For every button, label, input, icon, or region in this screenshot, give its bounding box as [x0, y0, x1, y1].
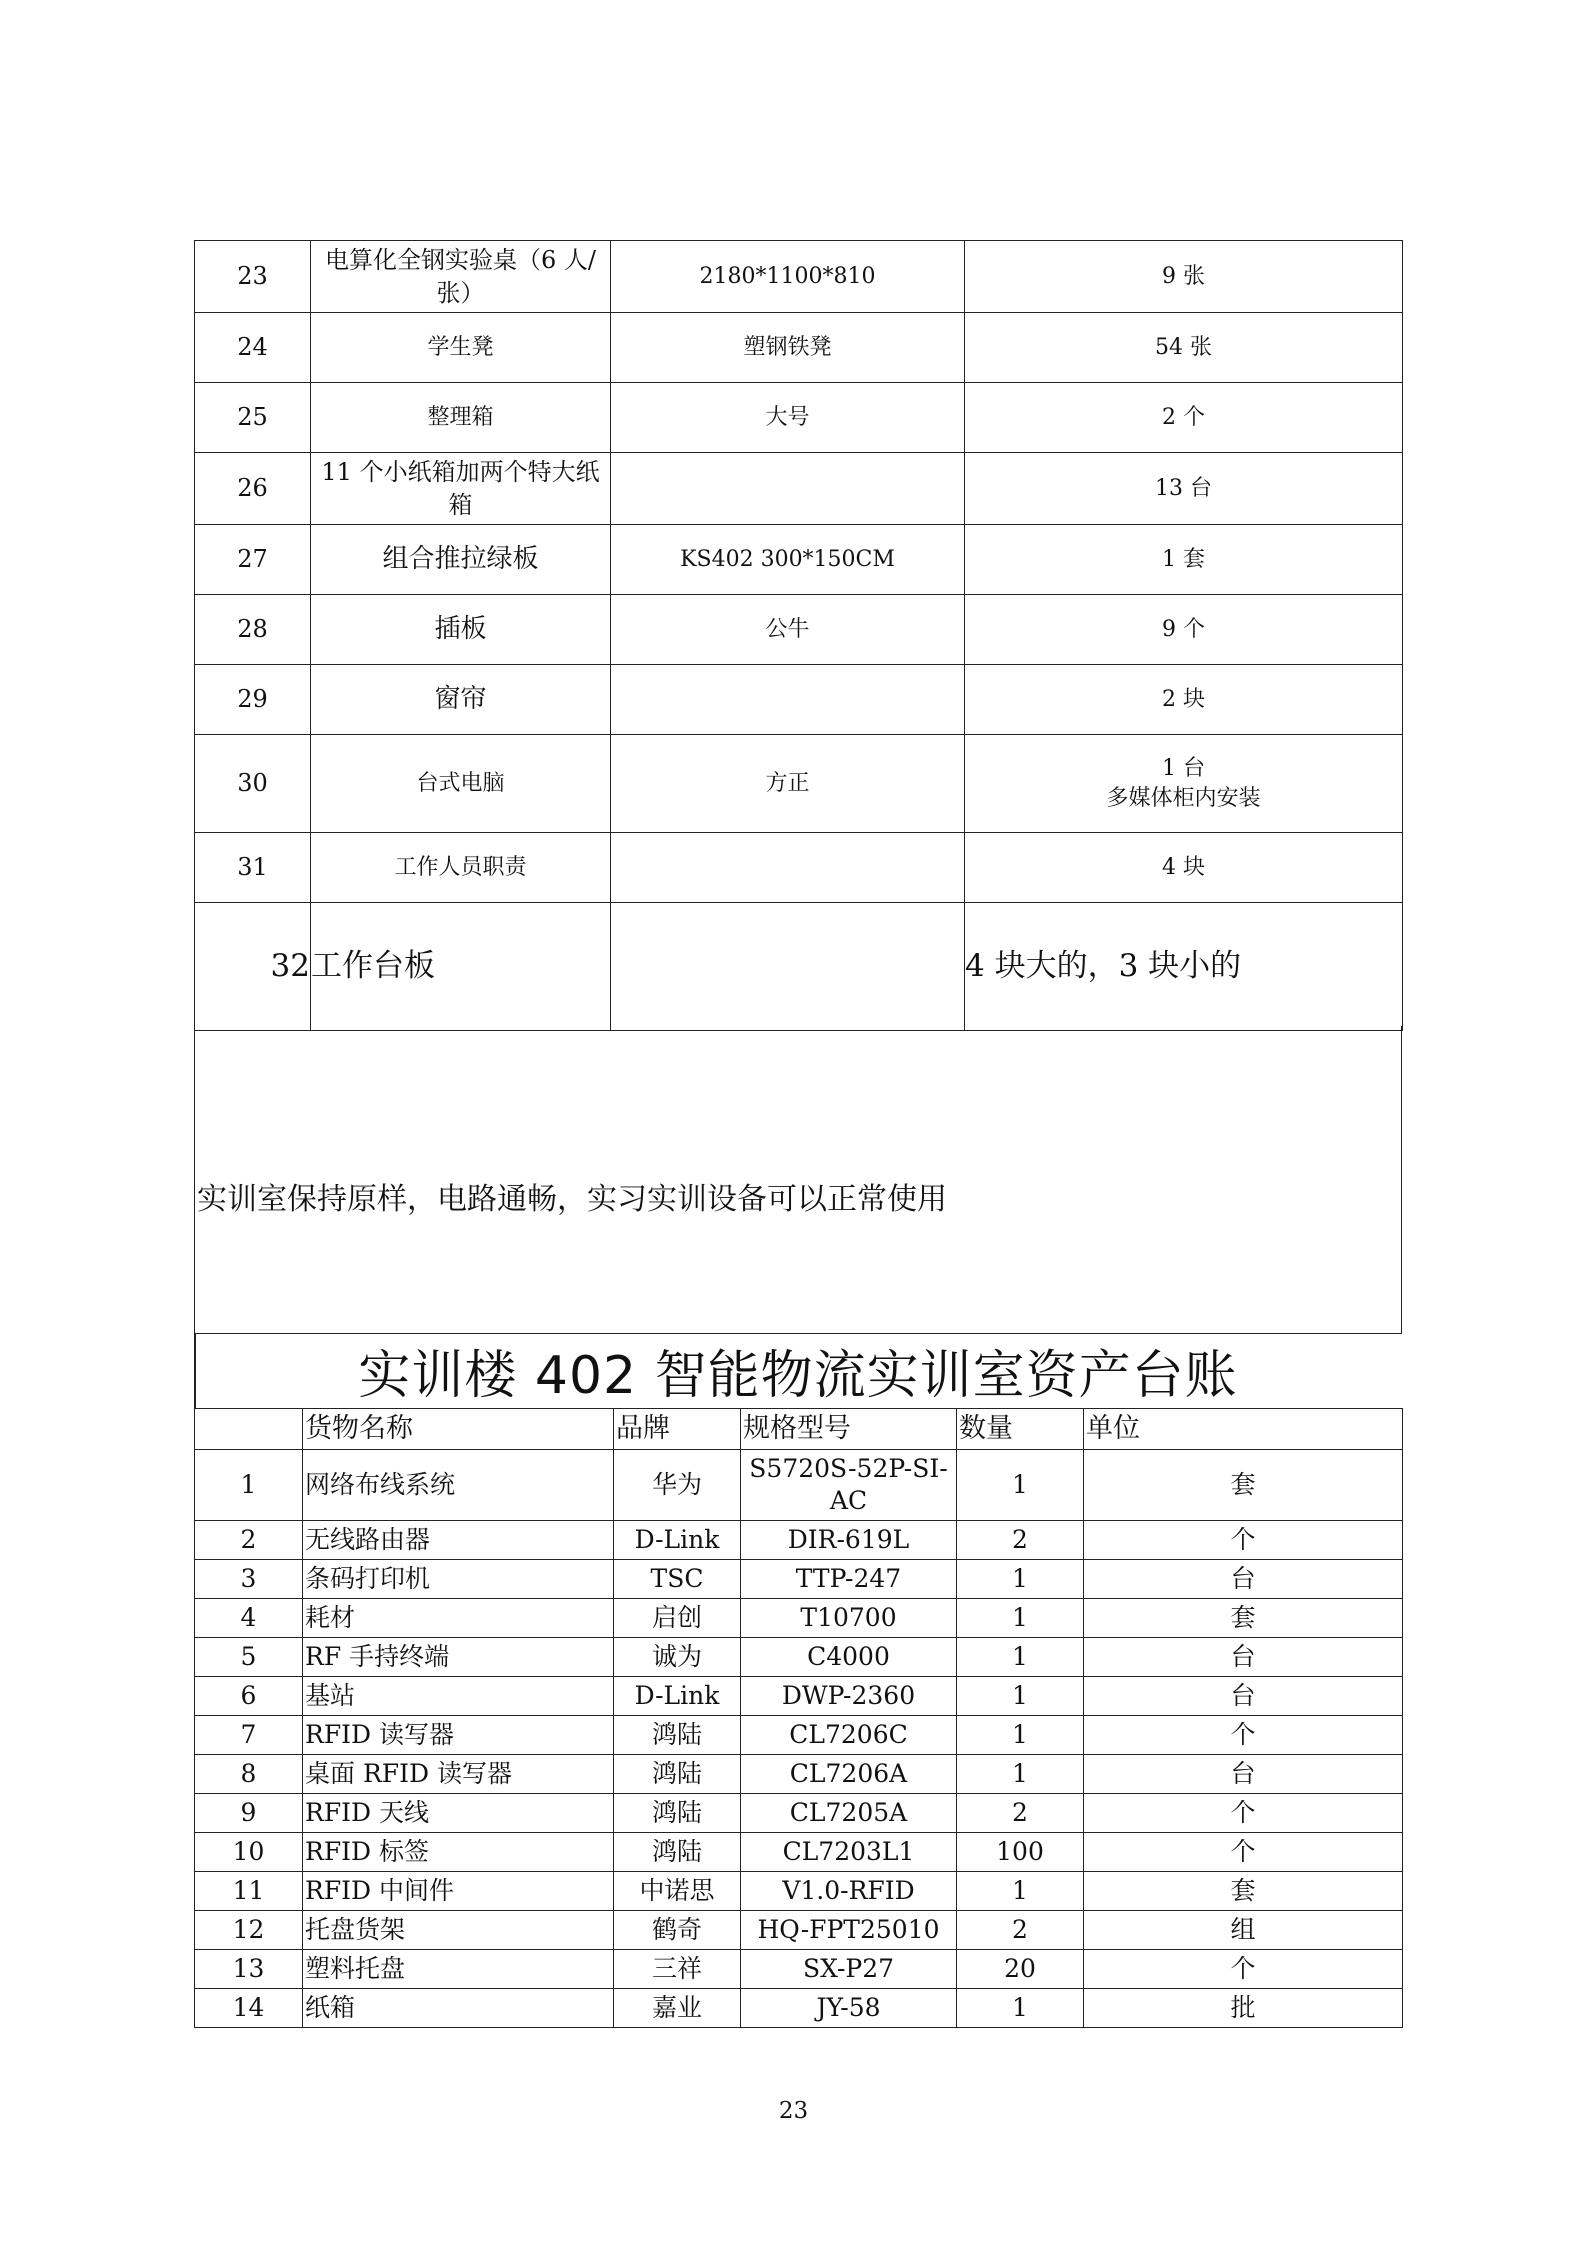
table-row	[195, 833, 1403, 903]
unit-cell: 个	[1084, 1716, 1403, 1755]
table-row	[195, 1599, 1403, 1638]
spec-cell: 方正	[611, 735, 965, 833]
table-row	[195, 241, 1403, 313]
row-number-cell: 7	[195, 1716, 303, 1755]
item-name-cell: 无线路由器	[303, 1521, 614, 1560]
note-text: 实训室保持原样，电路通畅，实习实训设备可以正常使用	[197, 1182, 947, 1217]
model-cell: DIR-619L	[741, 1521, 957, 1560]
row-number-cell: 28	[195, 595, 311, 665]
equipment-table-continued	[194, 240, 1403, 1031]
spec-cell: 塑钢铁凳	[611, 313, 965, 383]
quantity-value: 4 块大的，3 块小的	[965, 947, 1242, 984]
table-row	[195, 1638, 1403, 1677]
quantity-cell: 1	[957, 1638, 1084, 1677]
row-number-cell: 29	[195, 665, 311, 735]
table-row	[195, 1833, 1403, 1872]
unit-cell: 个	[1084, 1794, 1403, 1833]
item-name-cell: RFID 标签	[303, 1833, 614, 1872]
row-number-cell: 9	[195, 1794, 303, 1833]
column-header: 规格型号	[741, 1409, 957, 1450]
spec-cell	[611, 453, 965, 525]
item-name-cell: 网络布线系统	[303, 1450, 614, 1521]
row-number-cell: 24	[195, 313, 311, 383]
item-name-cell: RFID 读写器	[303, 1716, 614, 1755]
row-number-cell: 14	[195, 1989, 303, 2028]
model-cell: S5720S-52P-SI-AC	[741, 1450, 957, 1521]
quantity-value: 4 块	[1162, 854, 1205, 880]
quantity-cell: 1	[957, 1989, 1084, 2028]
column-header	[195, 1409, 303, 1450]
model-cell: TTP-247	[741, 1560, 957, 1599]
table-row	[195, 1755, 1403, 1794]
table-row	[195, 903, 1403, 1031]
table-row	[195, 313, 1403, 383]
quantity-cell: 100	[957, 1833, 1084, 1872]
table-row	[195, 735, 1403, 833]
unit-cell: 台	[1084, 1755, 1403, 1794]
item-name-cell: 托盘货架	[303, 1911, 614, 1950]
table-row	[195, 453, 1403, 525]
item-name-cell: 电算化全钢实验桌（6 人/张）	[311, 241, 611, 313]
quantity-value: 54 张	[1155, 334, 1212, 360]
brand-cell: 诚为	[614, 1638, 741, 1677]
model-cell: CL7206A	[741, 1755, 957, 1794]
model-cell: JY-58	[741, 1989, 957, 2028]
item-name-cell: 塑料托盘	[303, 1950, 614, 1989]
item-name-cell: RF 手持终端	[303, 1638, 614, 1677]
table-row	[195, 1911, 1403, 1950]
item-name-cell: RFID 中间件	[303, 1872, 614, 1911]
item-name-cell: 台式电脑	[311, 735, 611, 833]
item-name-cell: 窗帘	[311, 665, 611, 735]
row-number-cell: 23	[195, 241, 311, 313]
unit-cell: 套	[1084, 1599, 1403, 1638]
item-name-cell: 工作台板	[311, 903, 611, 1031]
item-name-cell: 工作人员职责	[311, 833, 611, 903]
row-number-cell: 2	[195, 1521, 303, 1560]
row-number-cell: 31	[195, 833, 311, 903]
table-row	[195, 1872, 1403, 1911]
item-name-cell: 条码打印机	[303, 1560, 614, 1599]
unit-cell: 个	[1084, 1833, 1403, 1872]
quantity-cell	[965, 665, 1403, 735]
brand-cell: 嘉业	[614, 1989, 741, 2028]
unit-cell: 台	[1084, 1560, 1403, 1599]
quantity-cell	[965, 735, 1403, 833]
brand-cell: D-Link	[614, 1521, 741, 1560]
row-number-cell: 6	[195, 1677, 303, 1716]
quantity-cell: 1	[957, 1716, 1084, 1755]
brand-cell: 鸿陆	[614, 1833, 741, 1872]
quantity-value: 2 个	[1162, 404, 1205, 430]
table-row	[195, 665, 1403, 735]
quantity-cell: 2	[957, 1911, 1084, 1950]
unit-cell: 台	[1084, 1677, 1403, 1716]
table-row	[195, 1794, 1403, 1833]
row-number-cell: 5	[195, 1638, 303, 1677]
spec-cell	[611, 665, 965, 735]
quantity-cell: 1	[957, 1677, 1084, 1716]
table-row	[195, 1950, 1403, 1989]
brand-cell: 三祥	[614, 1950, 741, 1989]
spec-cell: 2180*1100*810	[611, 241, 965, 313]
column-header: 货物名称	[303, 1409, 614, 1450]
page-number: 23	[778, 2098, 809, 2124]
spec-cell	[611, 903, 965, 1031]
quantity-value: 9 张	[1162, 263, 1205, 289]
quantity-cell: 1	[957, 1599, 1084, 1638]
row-number-cell: 4	[195, 1599, 303, 1638]
brand-cell: 启创	[614, 1599, 741, 1638]
row-number-cell: 12	[195, 1911, 303, 1950]
row-number-cell: 10	[195, 1833, 303, 1872]
row-number-cell: 25	[195, 383, 311, 453]
item-name-cell: 学生凳	[311, 313, 611, 383]
item-name-cell: 11 个小纸箱加两个特大纸箱	[311, 453, 611, 525]
table-row	[195, 595, 1403, 665]
quantity-value: 1 台	[1162, 755, 1205, 781]
item-name-cell: 耗材	[303, 1599, 614, 1638]
brand-cell: 鸿陆	[614, 1716, 741, 1755]
brand-cell: 中诺思	[614, 1872, 741, 1911]
quantity-cell	[965, 903, 1403, 1031]
row-number-cell: 26	[195, 453, 311, 525]
quantity-cell	[965, 525, 1403, 595]
row-number-cell: 1	[195, 1450, 303, 1521]
quantity-value: 2 块	[1162, 686, 1205, 712]
model-cell: SX-P27	[741, 1950, 957, 1989]
spec-cell: KS402 300*150CM	[611, 525, 965, 595]
item-name-cell: 整理箱	[311, 383, 611, 453]
item-name-cell: 基站	[303, 1677, 614, 1716]
table-row	[195, 1677, 1403, 1716]
model-cell: HQ-FPT25010	[741, 1911, 957, 1950]
table-row	[195, 383, 1403, 453]
unit-cell: 批	[1084, 1989, 1403, 2028]
model-cell: T10700	[741, 1599, 957, 1638]
model-cell: CL7205A	[741, 1794, 957, 1833]
row-number-cell: 11	[195, 1872, 303, 1911]
row-number-cell: 32	[195, 903, 311, 1031]
item-name-cell: 纸箱	[303, 1989, 614, 2028]
item-name-cell: 插板	[311, 595, 611, 665]
item-name-cell: RFID 天线	[303, 1794, 614, 1833]
brand-cell: 华为	[614, 1450, 741, 1521]
quantity-value: 9 个	[1162, 616, 1205, 642]
spec-cell: 公牛	[611, 595, 965, 665]
spec-cell: 大号	[611, 383, 965, 453]
quantity-value: 1 套	[1162, 546, 1205, 572]
unit-cell: 组	[1084, 1911, 1403, 1950]
model-cell: V1.0-RFID	[741, 1872, 957, 1911]
row-number-cell: 13	[195, 1950, 303, 1989]
table-row	[195, 1521, 1403, 1560]
quantity-cell	[965, 595, 1403, 665]
brand-cell: D-Link	[614, 1677, 741, 1716]
column-header: 数量	[957, 1409, 1084, 1450]
unit-cell: 台	[1084, 1638, 1403, 1677]
row-number-cell: 8	[195, 1755, 303, 1794]
quantity-cell: 2	[957, 1794, 1084, 1833]
spec-cell	[611, 833, 965, 903]
table-row	[195, 1560, 1403, 1599]
unit-cell: 个	[1084, 1950, 1403, 1989]
note-block	[194, 1026, 1402, 1334]
brand-cell: 鹤奇	[614, 1911, 741, 1950]
quantity-cell: 2	[957, 1521, 1084, 1560]
row-number-cell: 30	[195, 735, 311, 833]
table-row	[195, 1989, 1403, 2028]
quantity-cell: 1	[957, 1560, 1084, 1599]
quantity-cell: 1	[957, 1872, 1084, 1911]
quantity-cell: 1	[957, 1755, 1084, 1794]
table-row	[195, 525, 1403, 595]
quantity-cell	[965, 383, 1403, 453]
quantity-cell	[965, 241, 1403, 313]
brand-cell: TSC	[614, 1560, 741, 1599]
quantity-cell	[965, 833, 1403, 903]
quantity-cell: 20	[957, 1950, 1084, 1989]
row-number-cell: 27	[195, 525, 311, 595]
unit-cell: 套	[1084, 1450, 1403, 1521]
row-number-cell: 3	[195, 1560, 303, 1599]
item-name-cell: 桌面 RFID 读写器	[303, 1755, 614, 1794]
page-title: 实训楼 402 智能物流实训室资产台账	[358, 1346, 1238, 1406]
unit-cell: 套	[1084, 1872, 1403, 1911]
column-header: 品牌	[614, 1409, 741, 1450]
model-cell: CL7206C	[741, 1716, 957, 1755]
asset-ledger-table	[194, 1408, 1403, 2028]
quantity-note: 多媒体柜内安装	[1106, 785, 1261, 811]
table-row	[195, 1716, 1403, 1755]
quantity-cell: 1	[957, 1450, 1084, 1521]
brand-cell: 鸿陆	[614, 1755, 741, 1794]
table-header-row	[195, 1409, 1403, 1450]
brand-cell: 鸿陆	[614, 1794, 741, 1833]
model-cell: CL7203L1	[741, 1833, 957, 1872]
quantity-value: 13 台	[1155, 475, 1212, 501]
quantity-cell	[965, 313, 1403, 383]
table-row	[195, 1450, 1403, 1521]
unit-cell: 个	[1084, 1521, 1403, 1560]
column-header: 单位	[1084, 1409, 1403, 1450]
item-name-cell: 组合推拉绿板	[311, 525, 611, 595]
model-cell: C4000	[741, 1638, 957, 1677]
quantity-cell	[965, 453, 1403, 525]
model-cell: DWP-2360	[741, 1677, 957, 1716]
